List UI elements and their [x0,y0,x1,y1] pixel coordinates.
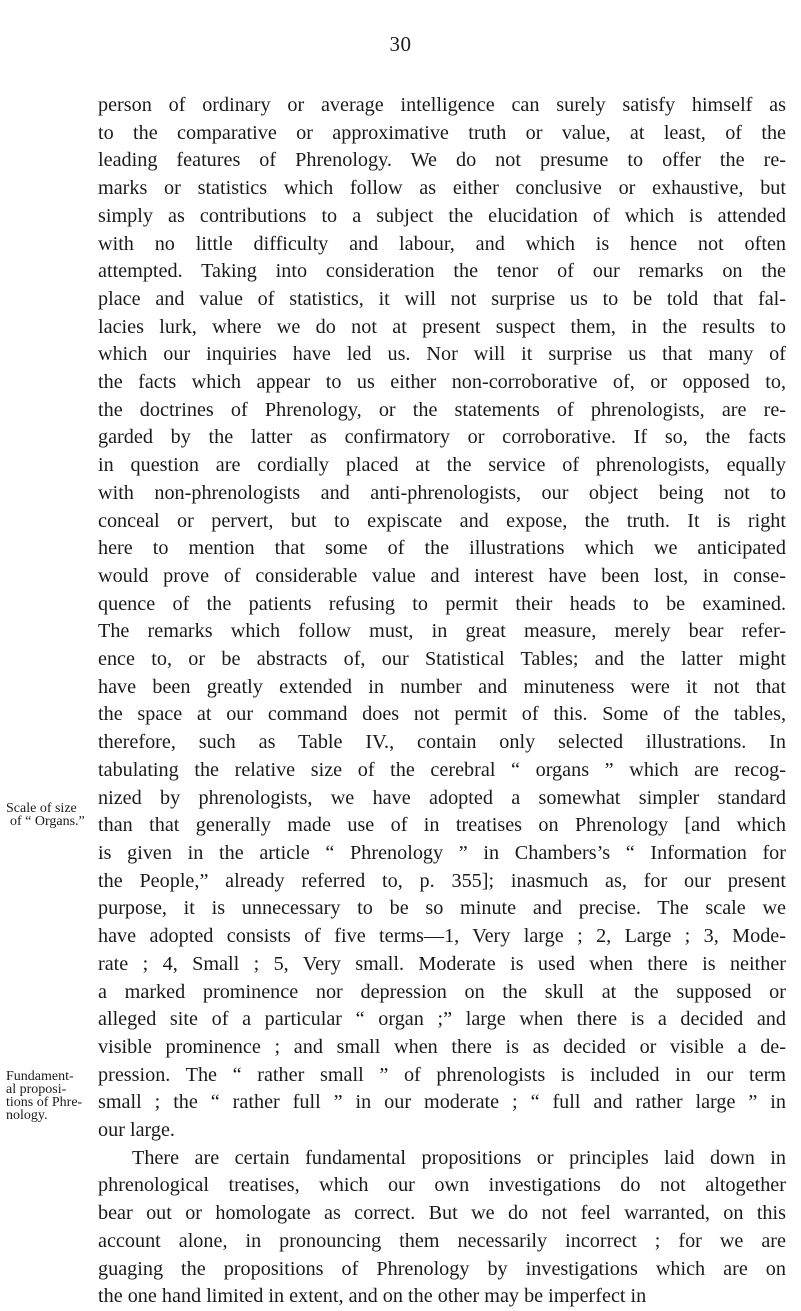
margin-note-scale-of-size [6,802,98,828]
text-line: person of ordinary or average intelligence can surely satisfy himself as [98,94,786,116]
text-line: rate ; 4, Small ; 5, Very small. Moderate is used when there is neither [98,952,786,975]
text-line: to the comparative or approximative truth or value, at least, of the [98,121,786,144]
text-line: bear out or homologate as correct. But we do not feel warranted, on this [98,1202,786,1225]
text-line: purpose, it is unnecessary to be so minute and precise. The scale we [98,897,786,920]
margin-note-line: nology. [6,1108,48,1123]
text-line: guaging the propositions of Phrenology by investigations which are on [98,1257,786,1280]
text-line: The remarks which follow must, in great measure, merely bear refer- [98,620,786,643]
text-line: the doctrines of Phrenology, or the statements of phrenologists, are re- [98,398,786,421]
text-line: ence to, or be abstracts of, our Statistical Tables; and the latter might [98,648,786,671]
page-number: 30 [389,32,412,56]
text-line: a marked prominence nor depression on the skull at the supposed or [98,980,786,1003]
margin-note-line: al proposi- [6,1082,67,1097]
text-line: small ; the “ rather full ” in our moderate ; “ full and rather large ” in [98,1091,786,1114]
text-line: here to mention that some of the illustrations which we anticipated [98,537,786,560]
margin-note-fundamental-propositions [6,1070,98,1122]
text-line: the People,” already referred to, p. 355]; inasmuch as, for our present [98,869,786,892]
margin-note-line: of “ Organs.” [10,814,85,829]
text-line: than that generally made use of in treatises on Phrenology [and which [98,814,786,837]
text-line: with no little difficulty and labour, and which is hence not often [98,232,786,255]
text-line: have been greatly extended in number and minuteness were it not that [98,675,786,698]
text-line: with non-phrenologists and anti-phrenologists, our object being not to [98,481,786,504]
margin-note-line: tions of Phre- [6,1095,83,1110]
text-line: visible prominence ; and small when there is as decided or visible a de- [98,1035,786,1058]
margin-note-line: Scale of size [6,801,77,816]
text-line: place and value of statistics, it will not surprise us to be told that fal- [98,287,786,310]
text-line: marks or statistics which follow as either conclusive or exhaustive, but [98,177,786,200]
text-line: would prove of considerable value and interest have been lost, in conse- [98,564,786,587]
text-line: There are certain fundamental propositions or principles laid down in [132,1146,786,1169]
text-line: conceal or pervert, but to expiscate and expose, the truth. It is right [98,509,786,532]
body-text [98,92,786,1311]
text-line: garded by the latter as confirmatory or corroborative. If so, the facts [98,426,786,449]
margin-note-line: Fundament- [6,1069,74,1084]
text-line: nized by phrenologists, we have adopted a somewhat simpler standard [98,786,786,809]
text-line: our large. [98,1119,175,1142]
text-line: lacies lurk, where we do not at present suspect them, in the results to [98,315,786,338]
text-line: have adopted consists of five terms—1, Very large ; 2, Large ; 3, Mode- [98,925,786,948]
text-line: pression. The “ rather small ” of phrenologists is included in our term [98,1063,786,1086]
text-line: which our inquiries have led us. Nor will it surprise us that many of [98,343,786,366]
text-line: account alone, in pronouncing them necessarily incorrect ; for we are [98,1229,786,1252]
text-line: simply as contributions to a subject the elucidation of which is attended [98,204,786,227]
text-line: attempted. Taking into consideration the tenor of our remarks on the [98,260,786,283]
text-line: the space at our command does not permit of this. Some of the tables, [98,703,786,726]
text-line: the one hand limited in extent, and on the other may be imperfect in [98,1285,647,1308]
text-line: is given in the article “ Phrenology ” in Chambers’s “ Information for [98,841,786,864]
text-line: in question are cordially placed at the service of phrenologists, equally [98,454,786,477]
text-line: the facts which appear to us either non-corroborative of, or opposed to, [98,371,786,394]
text-line: therefore, such as Table IV., contain only selected illustrations. In [98,731,786,754]
text-line: leading features of Phrenology. We do not presume to offer the re- [98,149,786,172]
text-line: alleged site of a particular “ organ ;” large when there is a decided and [98,1008,786,1031]
text-line: tabulating the relative size of the cerebral “ organs ” which are recog- [98,758,786,781]
text-line: quence of the patients refusing to permit their heads to be examined. [98,592,786,615]
text-line: phrenological treatises, which our own investigations do not altogether [98,1174,786,1197]
